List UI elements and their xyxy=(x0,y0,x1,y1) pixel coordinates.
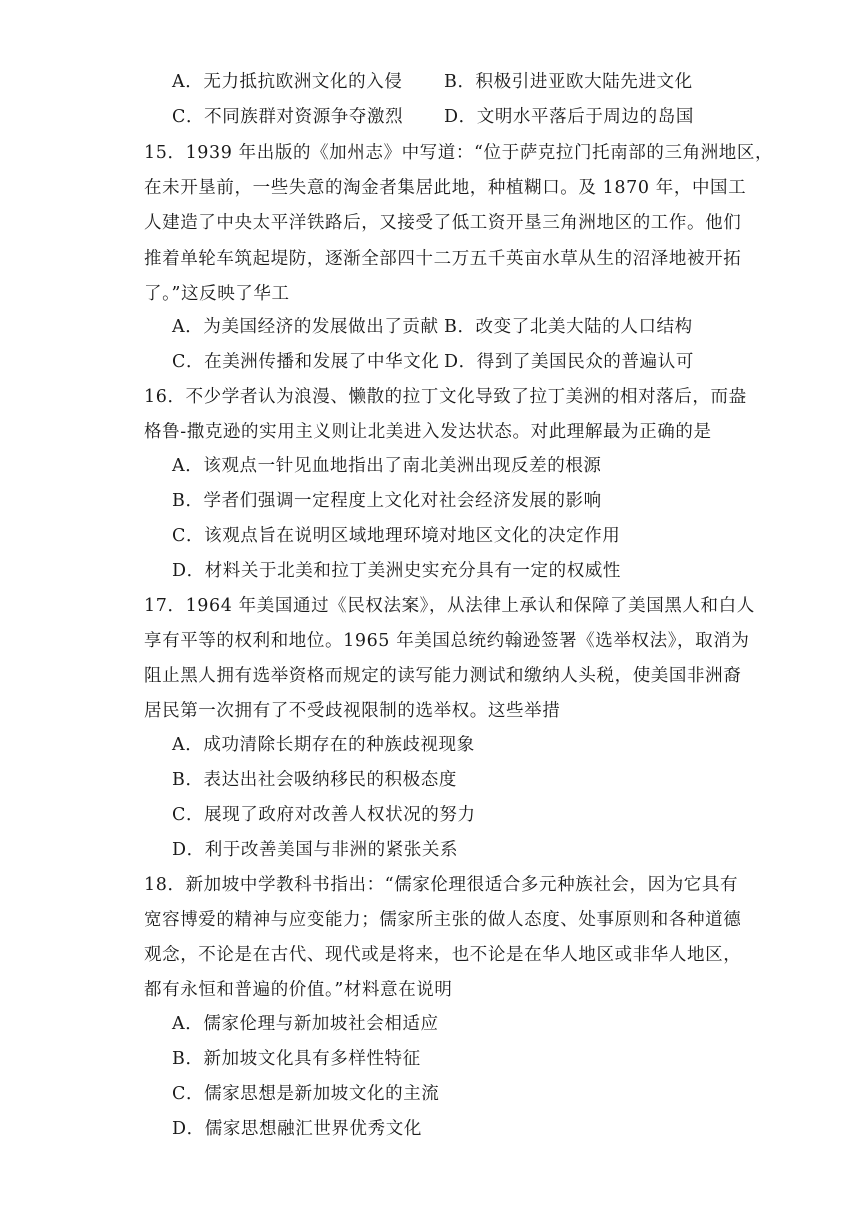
q14-option-c: C．不同族群对资源争夺激烈 xyxy=(172,107,404,127)
q18-stem-line: 观念，不论是在古代、现代或是将来，也不论是在华人地区或非华人地区， xyxy=(144,945,742,965)
q16-option-b: B．学者们强调一定程度上文化对社会经济发展的影响 xyxy=(172,491,602,511)
q17-option-c: C．展现了政府对改善人权状况的努力 xyxy=(172,805,476,825)
q18-option-c: C．儒家思想是新加坡文化的主流 xyxy=(172,1084,440,1104)
q18-option-a: A．儒家伦理与新加坡社会相适应 xyxy=(172,1014,439,1034)
q16-option-a: A．该观点一针见血地指出了南北美洲出现反差的根源 xyxy=(172,456,602,476)
q18-option-d: D．儒家思想融汇世界优秀文化 xyxy=(172,1119,422,1139)
q15-option-c: C．在美洲传播和发展了中华文化 xyxy=(172,352,440,372)
q16-stem-line: 格鲁-撒克逊的实用主义则让北美进入发达状态。对此理解最为正确的是 xyxy=(144,422,712,442)
q17-stem-line: 阻止黑人拥有选举资格而规定的读写能力测试和缴纳人头税，使美国非洲裔 xyxy=(144,666,742,686)
q18-stem-line: 都有永恒和普遍的价值。”材料意在说明 xyxy=(144,980,453,1000)
q16-option-c: C．该观点旨在说明区域地理环境对地区文化的决定作用 xyxy=(172,526,621,546)
q14-option-d: D．文明水平落后于周边的岛国 xyxy=(444,107,694,127)
q16-stem-line: 16．不少学者认为浪漫、懒散的拉丁文化导致了拉丁美洲的相对落后，而盎 xyxy=(144,387,747,407)
q17-stem-line: 17．1964 年美国通过《民权法案》，从法律上承认和保障了美国黑人和白人 xyxy=(144,596,755,616)
q18-option-b: B．新加坡文化具有多样性特征 xyxy=(172,1049,421,1069)
q15-stem-line: 在未开垦前，一些失意的淘金者集居此地，种植糊口。及 1870 年，中国工 xyxy=(144,178,747,198)
q14-option-b: B．积极引进亚欧大陆先进文化 xyxy=(444,72,693,92)
q17-stem-line: 居民第一次拥有了不受歧视限制的选举权。这些举措 xyxy=(144,701,561,721)
q17-stem-line: 享有平等的权利和地位。1965 年美国总统约翰逊签署《选举权法》，取消为 xyxy=(144,631,750,651)
q14-option-a: A．无力抵抗欧洲文化的入侵 xyxy=(172,72,403,92)
q17-option-d: D．利于改善美国与非洲的紧张关系 xyxy=(172,840,459,860)
q15-option-a: A．为美国经济的发展做出了贡献 xyxy=(172,317,439,337)
q15-option-b: B．改变了北美大陆的人口结构 xyxy=(444,317,693,337)
q18-stem-line: 宽容博爱的精神与应变能力；儒家所主张的做人态度、处事原则和各种道德 xyxy=(144,910,742,930)
q15-stem-line: 人建造了中央太平洋铁路后，又接受了低工资开垦三角洲地区的工作。他们 xyxy=(144,213,742,233)
q17-option-a: A．成功清除长期存在的种族歧视现象 xyxy=(172,735,475,755)
q15-stem-line: 了。”这反映了华工 xyxy=(144,284,290,304)
q16-option-d: D．材料关于北美和拉丁美洲史实充分具有一定的权威性 xyxy=(172,561,622,581)
q18-stem-line: 18．新加坡中学教科书指出：“儒家伦理很适合多元种族社会，因为它具有 xyxy=(144,875,739,895)
q15-option-d: D．得到了美国民众的普遍认可 xyxy=(444,352,694,372)
q17-option-b: B．表达出社会吸纳移民的积极态度 xyxy=(172,770,457,790)
q15-stem-line: 15．1939 年出版的《加州志》中写道：“位于萨克拉门托南部的三角洲地区， xyxy=(144,143,774,163)
q15-stem-line: 推着单轮车筑起堤防，逐渐全部四十二万五千英亩水草从生的沼泽地被开拓 xyxy=(144,249,742,269)
